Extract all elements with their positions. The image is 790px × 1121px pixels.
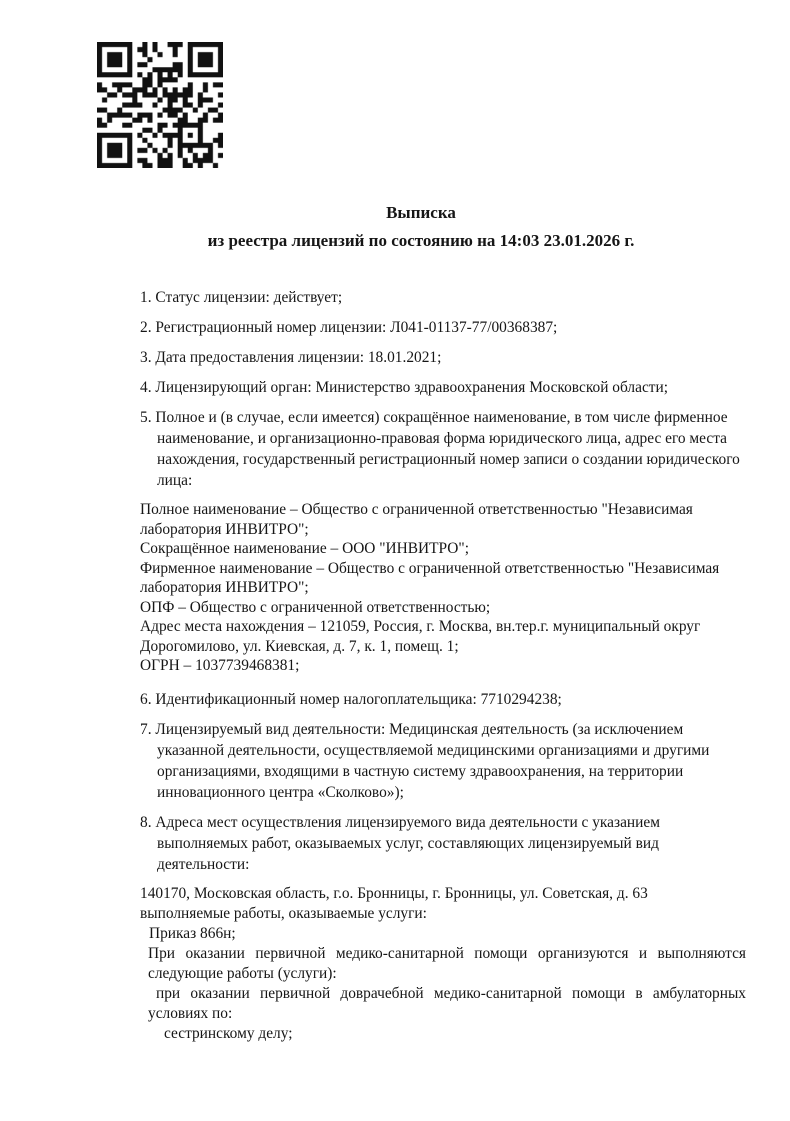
item-text: Лицензирующий орган: Министерство здравоохранения Московской области; bbox=[155, 379, 669, 396]
item-number: 2. bbox=[140, 319, 152, 336]
item-text: Лицензируемый вид деятельности: Медицинская деятельность (за исключением указанной деятельности, осуществляемой медицинскими организациями и другими организациями, входящими в частную систему здравоохранения, на территории инновационного центра «Сколково»); bbox=[155, 720, 710, 801]
entity-brand-name: Фирменное наименование – Общество с ограниченной ответственностью "Независимая лаборатория ИНВИТРО"; bbox=[140, 559, 720, 596]
entity-short-name: Сокращённое наименование – ООО "ИНВИТРО"; bbox=[140, 540, 469, 557]
item-registration-number bbox=[140, 317, 746, 338]
item-text: Регистрационный номер лицензии: Л041-01137-77/00368387; bbox=[155, 319, 558, 336]
entity-details-block bbox=[140, 500, 746, 676]
activity-address-block bbox=[140, 884, 746, 1044]
works-intro: выполняемые работы, оказываемые услуги: bbox=[140, 904, 427, 922]
entity-address: Адрес места нахождения – 121059, Россия, г. Москва, вн.тер.г. муниципальный округ Дорогомилово, ул. Киевская, д. 7, к. 1, помещ. 1; bbox=[140, 618, 701, 655]
pre-doctor-care: при оказании первичной доврачебной медико-санитарной помощи в амбулаторных условиях по: bbox=[148, 984, 746, 1022]
item-entity-names-heading bbox=[140, 407, 746, 491]
item-text: Идентификационный номер налогоплательщика: 7710294238; bbox=[155, 690, 562, 708]
page-subtitle: из реестра лицензий по состоянию на 14:03 23.01.2026 г. bbox=[207, 231, 635, 250]
entity-legal-form: ОПФ – Общество с ограниченной ответственностью; bbox=[140, 598, 491, 616]
item-number: 8. bbox=[140, 813, 152, 831]
item-number: 6. bbox=[140, 690, 152, 708]
item-text: Дата предоставления лицензии: 18.01.2021; bbox=[155, 349, 442, 366]
item-number: 3. bbox=[140, 349, 152, 366]
entity-full-name: Полное наименование – Общество с ограниченной ответственностью "Независимая лаборатория ИНВИТРО"; bbox=[140, 501, 693, 538]
entity-ogrn: ОГРН – 1037739468381; bbox=[140, 657, 300, 674]
nursing-service: сестринскому делу; bbox=[164, 1024, 293, 1042]
item-text: Статус лицензии: действует; bbox=[155, 289, 343, 306]
item-grant-date bbox=[140, 347, 746, 368]
item-number: 4. bbox=[140, 379, 152, 396]
item-licensed-activity bbox=[140, 719, 746, 803]
item-number: 1. bbox=[140, 289, 152, 306]
item-text: Полное и (в случае, если имеется) сокращённое наименование, в том числе фирменное наименование, и организационно-правовая форма юридического лица, адрес его места нахождения, государственный регистрационный номер записи о создании юридического лица: bbox=[155, 409, 740, 489]
item-number: 5. bbox=[140, 409, 152, 426]
item-licensing-authority bbox=[140, 377, 746, 398]
item-taxpayer-number bbox=[140, 689, 746, 710]
item-license-status bbox=[140, 287, 746, 308]
item-activity-addresses-heading bbox=[140, 812, 746, 875]
page-title: Выписка bbox=[386, 203, 456, 222]
item-number: 7. bbox=[140, 720, 152, 738]
item-text: Адреса мест осуществления лицензируемого вида деятельности с указанием выполняемых работ, оказываемых услуг, составляющих лицензируемый вид деятельности: bbox=[155, 813, 660, 873]
order-reference: Приказ 866н; bbox=[149, 924, 236, 942]
activity-address: 140170, Московская область, г.о. Бронницы, г. Бронницы, ул. Советская, д. 63 bbox=[140, 884, 648, 902]
primary-care-works: При оказании первичной медико-санитарной помощи организуются и выполняются следующие работы (услуги): bbox=[148, 944, 746, 982]
